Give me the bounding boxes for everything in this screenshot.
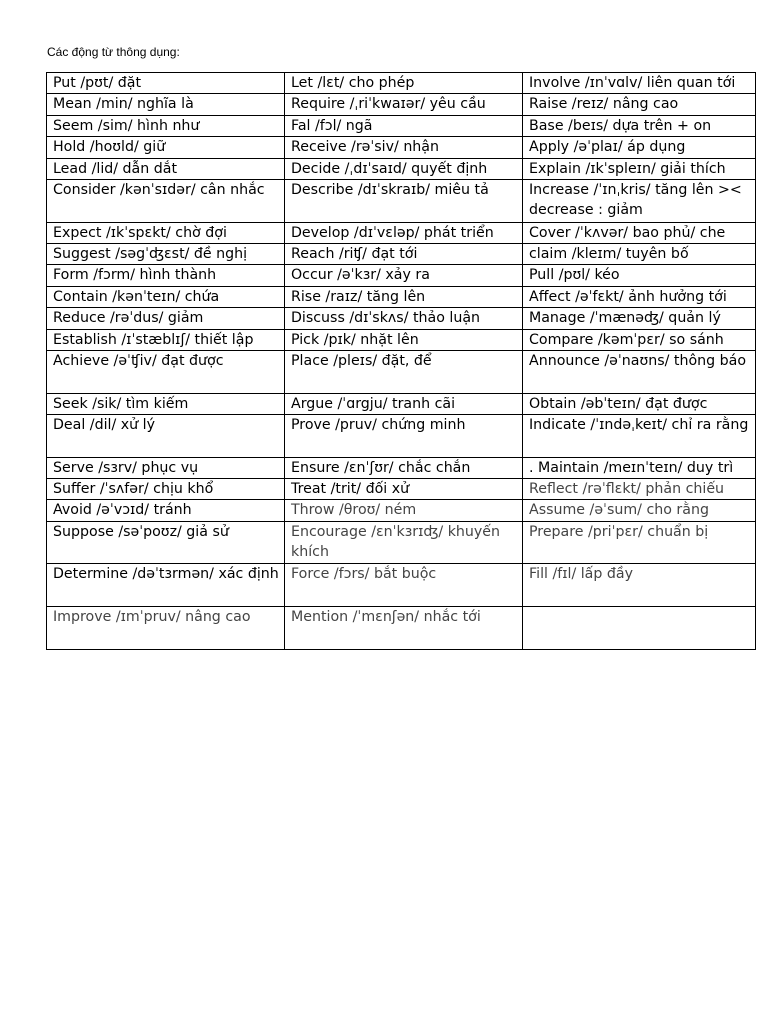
table-cell: Throw /θroʊ/ ném: [285, 500, 523, 521]
table-cell: Consider /kənˈsɪdər/ cân nhắc: [47, 180, 285, 223]
table-cell: Rise /raɪz/ tăng lên: [285, 286, 523, 307]
table-cell: Put /pʊt/ đặt: [47, 73, 285, 94]
table-cell: Reach /riʧ/ đạt tới: [285, 244, 523, 265]
table-row: [47, 564, 756, 607]
table-row: [47, 308, 756, 329]
table-cell: Apply /əˈplaɪ/ áp dụng: [523, 137, 756, 158]
table-cell: . Maintain /meɪnˈteɪn/ duy trì: [523, 457, 756, 478]
table-row: [47, 265, 756, 286]
table-row: [47, 286, 756, 307]
table-cell: Assume /əˈsum/ cho rằng: [523, 500, 756, 521]
table-cell: Develop /dɪˈvɛləp/ phát triển: [285, 222, 523, 243]
table-cell: Explain /ɪkˈspleɪn/ giải thích: [523, 158, 756, 179]
table-row: [47, 607, 756, 650]
table-row: [47, 222, 756, 243]
table-row: [47, 393, 756, 414]
verb-table: [46, 72, 756, 650]
table-cell: Occur /əˈkɜr/ xảy ra: [285, 265, 523, 286]
table-cell: Require /ˌriˈkwaɪər/ yêu cầu: [285, 94, 523, 115]
table-cell: Involve /ɪnˈvɑlv/ liên quan tới: [523, 73, 756, 94]
table-cell: Suffer /ˈsʌfər/ chịu khổ: [47, 479, 285, 500]
table-cell: Obtain /əbˈteɪn/ đạt được: [523, 393, 756, 414]
table-cell: Suppose /səˈpoʊz/ giả sử: [47, 521, 285, 564]
table-row: [47, 73, 756, 94]
table-cell: Establish /ɪˈstæblɪʃ/ thiết lập: [47, 329, 285, 350]
table-row: [47, 94, 756, 115]
table-cell: [523, 607, 756, 650]
table-cell: Announce /əˈnaʊns/ thông báo: [523, 351, 756, 394]
table-cell: Seem /sim/ hình như: [47, 115, 285, 136]
table-cell: Treat /trit/ đối xử: [285, 479, 523, 500]
table-cell: Avoid /əˈvɔɪd/ tránh: [47, 500, 285, 521]
table-cell: Reflect /rəˈflɛkt/ phản chiếu: [523, 479, 756, 500]
table-row: [47, 351, 756, 394]
table-cell: Describe /dɪˈskraɪb/ miêu tả: [285, 180, 523, 223]
table-cell: Pull /pʊl/ kéo: [523, 265, 756, 286]
table-cell: Improve /ɪmˈpruv/ nâng cao: [47, 607, 285, 650]
table-cell: Contain /kənˈteɪn/ chứa: [47, 286, 285, 307]
table-cell: Hold /hoʊld/ giữ: [47, 137, 285, 158]
table-cell: Prepare /priˈpɛr/ chuẩn bị: [523, 521, 756, 564]
table-cell: Receive /rəˈsiv/ nhận: [285, 137, 523, 158]
table-cell: Increase /ˈɪnˌkris/ tăng lên >< decrease : giảm: [523, 180, 756, 223]
table-row: [47, 115, 756, 136]
table-cell: Determine /dəˈtɜrmən/ xác định: [47, 564, 285, 607]
table-cell: Cover /ˈkʌvər/ bao phủ/ che: [523, 222, 756, 243]
table-cell: Discuss /dɪˈskʌs/ thảo luận: [285, 308, 523, 329]
table-cell: Achieve /əˈʧiv/ đạt được: [47, 351, 285, 394]
table-cell: Affect /əˈfɛkt/ ảnh hưởng tới: [523, 286, 756, 307]
table-cell: Suggest /səgˈʤɛst/ đề nghị: [47, 244, 285, 265]
table-cell: Lead /lid/ dẫn dắt: [47, 158, 285, 179]
table-cell: Form /fɔrm/ hình thành: [47, 265, 285, 286]
table-cell: Fill /fɪl/ lấp đầy: [523, 564, 756, 607]
table-cell: Deal /dil/ xử lý: [47, 415, 285, 458]
table-cell: claim /kleɪm/ tuyên bố: [523, 244, 756, 265]
table-row: [47, 457, 756, 478]
table-cell: Ensure /ɛnˈʃʊr/ chắc chắn: [285, 457, 523, 478]
table-row: [47, 479, 756, 500]
table-row: [47, 158, 756, 179]
table-cell: Compare /kəmˈpɛr/ so sánh: [523, 329, 756, 350]
table-cell: Fal /fɔl/ ngã: [285, 115, 523, 136]
table-cell: Decide /ˌdɪˈsaɪd/ quyết định: [285, 158, 523, 179]
table-row: [47, 329, 756, 350]
table-cell: Argue /ˈɑrgju/ tranh cãi: [285, 393, 523, 414]
table-cell: Prove /pruv/ chứng minh: [285, 415, 523, 458]
table-cell: Serve /sɜrv/ phục vụ: [47, 457, 285, 478]
page-heading: Các động từ thông dụng:: [47, 45, 180, 59]
table-row: [47, 521, 756, 564]
table-row: [47, 137, 756, 158]
table-row: [47, 415, 756, 458]
table-row: [47, 500, 756, 521]
table-cell: Base /beɪs/ dựa trên + on: [523, 115, 756, 136]
table-cell: Raise /reɪz/ nâng cao: [523, 94, 756, 115]
table-cell: Indicate /ˈɪndəˌkeɪt/ chỉ ra rằng: [523, 415, 756, 458]
table-cell: Encourage /ɛnˈkɜrɪʤ/ khuyến khích: [285, 521, 523, 564]
table-cell: Pick /pɪk/ nhặt lên: [285, 329, 523, 350]
table-cell: Force /fɔrs/ bắt buộc: [285, 564, 523, 607]
table-cell: Expect /ɪkˈspɛkt/ chờ đợi: [47, 222, 285, 243]
table-cell: Place /pleɪs/ đặt, để: [285, 351, 523, 394]
table-cell: Let /lɛt/ cho phép: [285, 73, 523, 94]
table-cell: Seek /sik/ tìm kiếm: [47, 393, 285, 414]
table-cell: Reduce /rəˈdus/ giảm: [47, 308, 285, 329]
table-row: [47, 180, 756, 223]
table-cell: Mean /min/ nghĩa là: [47, 94, 285, 115]
table-cell: Mention /ˈmɛnʃən/ nhắc tới: [285, 607, 523, 650]
table-row: [47, 244, 756, 265]
table-cell: Manage /ˈmænəʤ/ quản lý: [523, 308, 756, 329]
